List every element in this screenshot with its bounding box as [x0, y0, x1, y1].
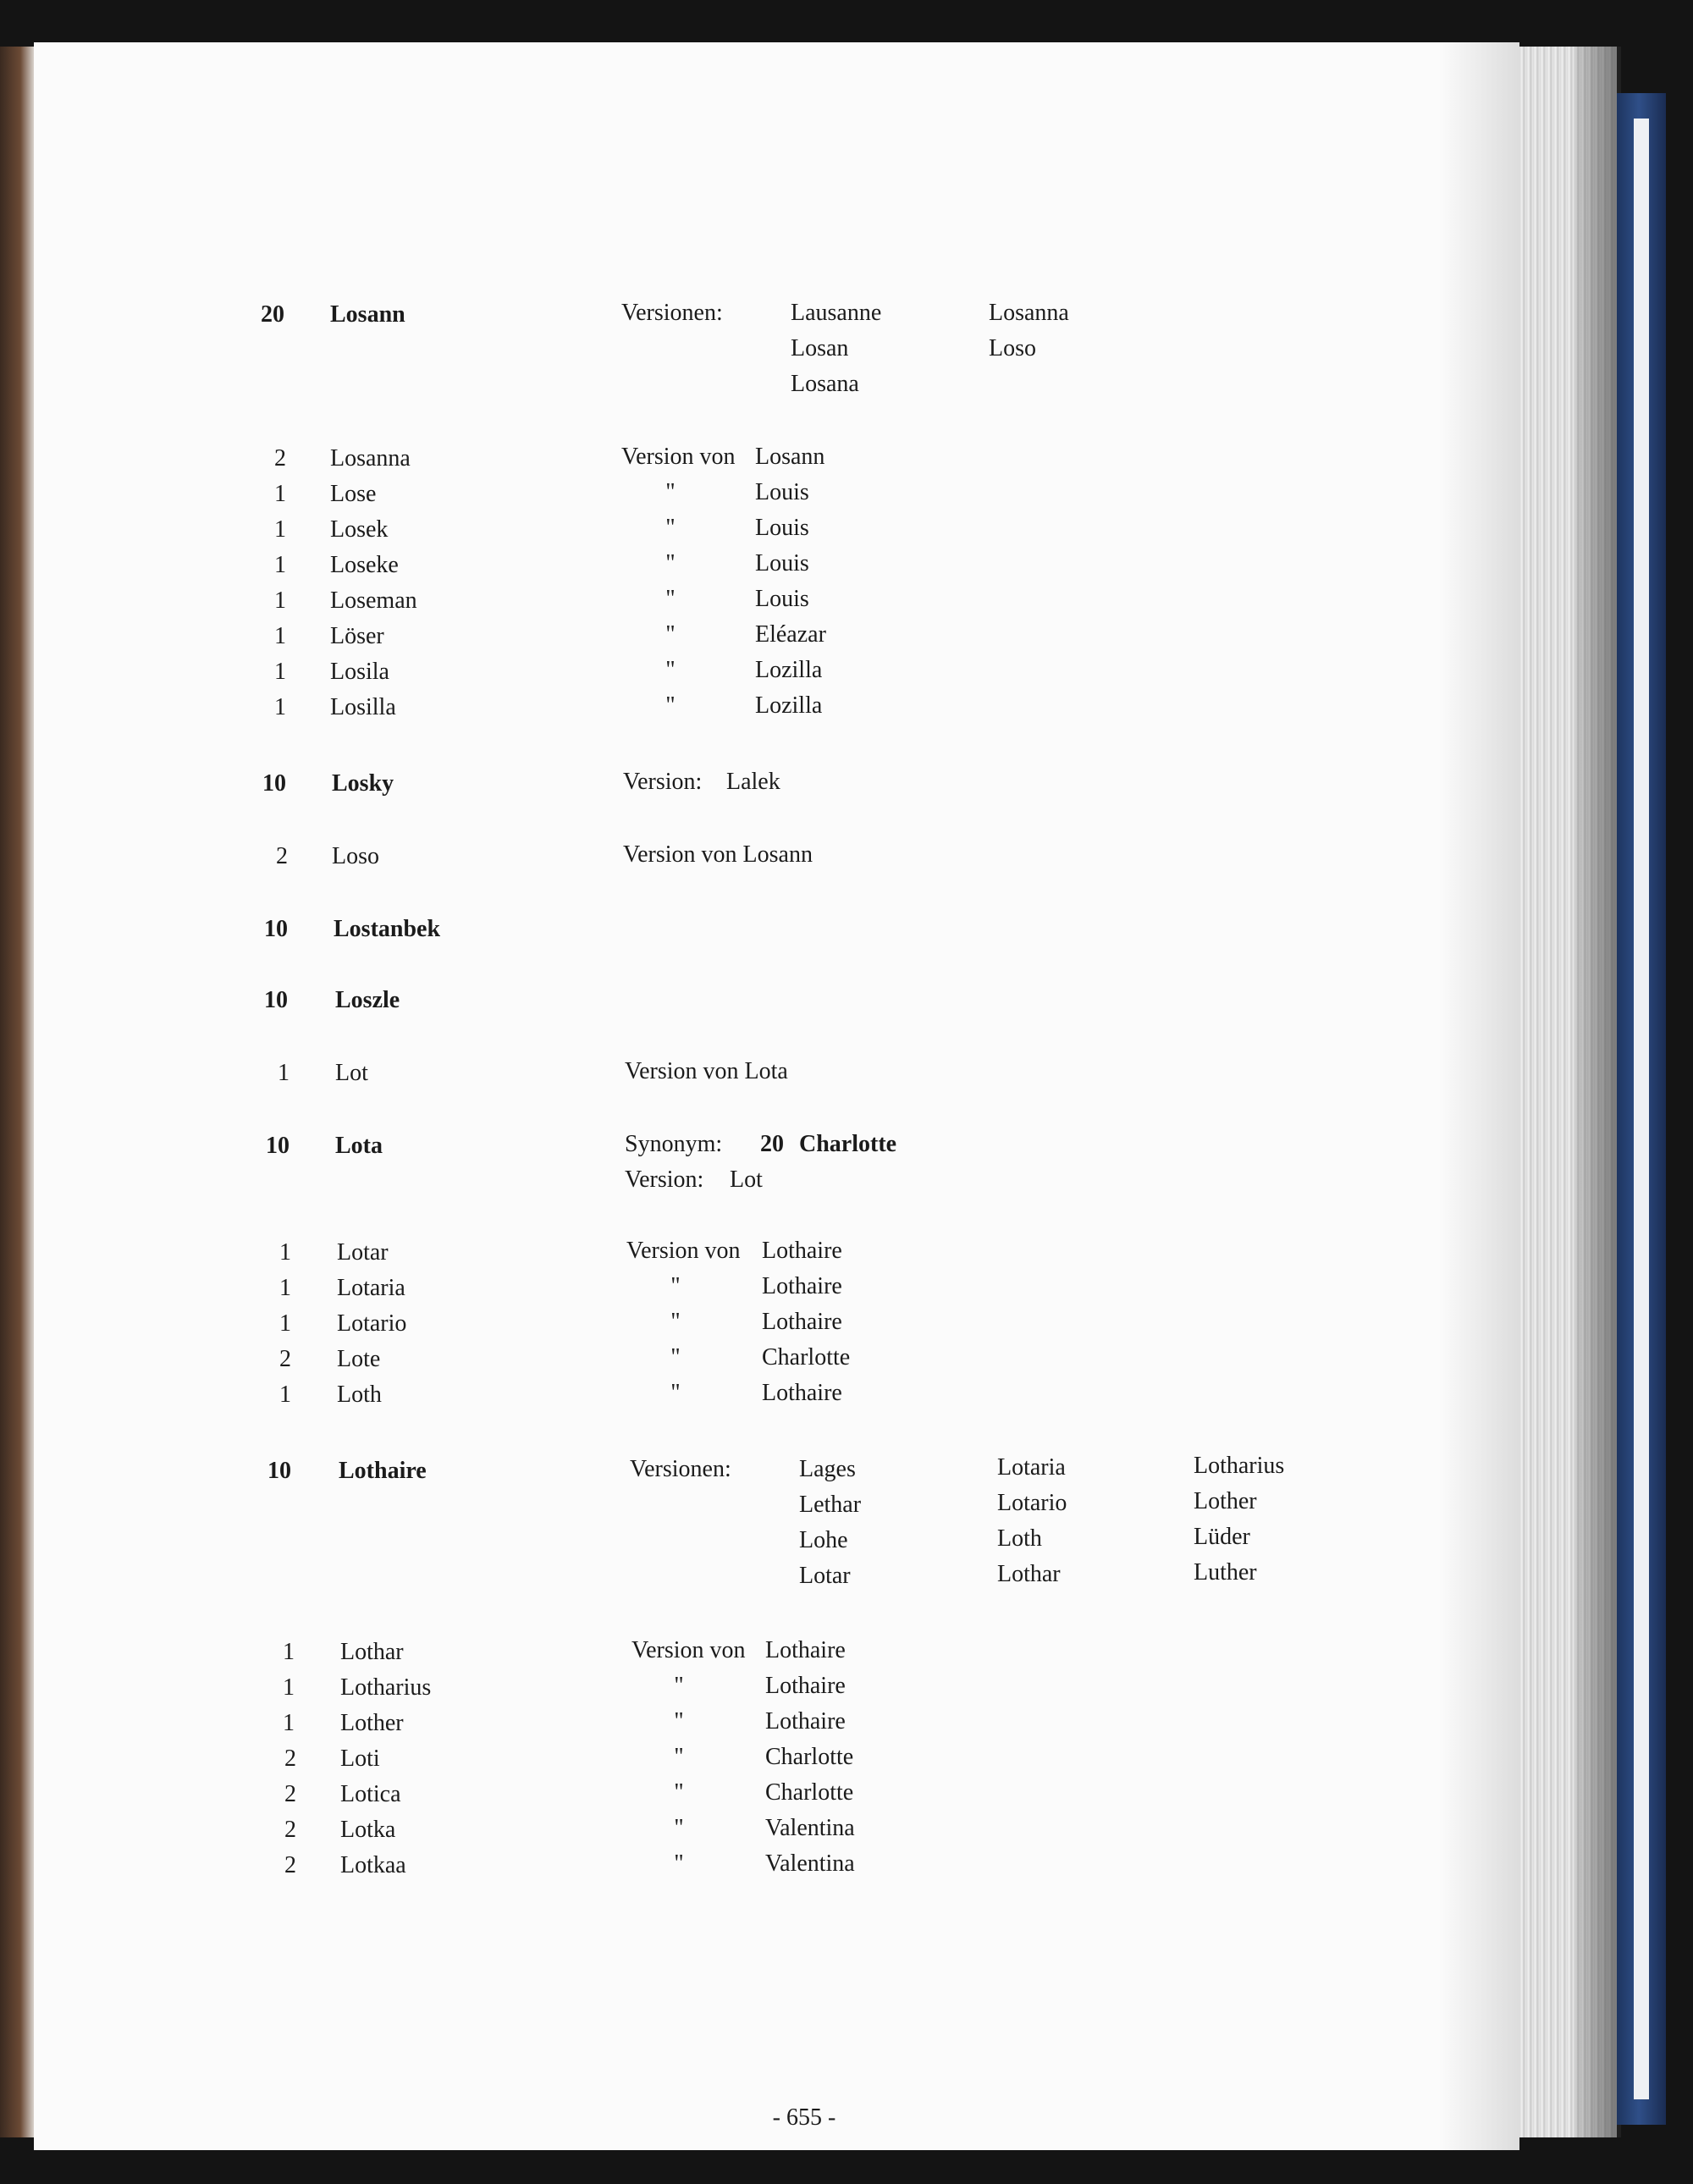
version-item: Lother [1194, 1488, 1257, 1514]
version-item: Lotario [997, 1490, 1067, 1516]
synonym-name: Charlotte [799, 1131, 897, 1157]
version-target: Lothaire [765, 1708, 846, 1735]
entry-number: 10 [264, 916, 288, 942]
version-item: Lotaria [997, 1454, 1066, 1481]
entry-name: Losanna [330, 445, 411, 472]
version-item: Loso [989, 335, 1036, 361]
version-target: Lozilla [755, 657, 823, 683]
entry-number: 2 [284, 1746, 296, 1772]
ditto-mark: " [665, 586, 676, 612]
entry-name: Lotica [340, 1781, 401, 1807]
version-item: Losana [791, 371, 859, 397]
synonym-label: Synonym: [625, 1131, 723, 1157]
version-item: Lohe [799, 1527, 848, 1553]
ditto-mark: " [670, 1273, 681, 1299]
version-text: Version von Losann [623, 841, 813, 868]
entry-number: 1 [279, 1239, 291, 1266]
entry-number: 2 [279, 1346, 291, 1372]
page-stack-shadow [1574, 47, 1621, 2137]
entry-name: Losek [330, 516, 389, 543]
entry-name: Lose [330, 481, 377, 507]
version-target: Eléazar [755, 621, 826, 648]
version-target: Lothaire [765, 1637, 846, 1663]
entry-number: 10 [262, 770, 286, 797]
entry-number: 1 [279, 1275, 291, 1301]
entry-name: Lota [335, 1133, 383, 1159]
version-item: Lotar [799, 1563, 851, 1589]
entry-number: 1 [274, 481, 286, 507]
ditto-mark: " [674, 1744, 684, 1770]
ditto-mark: " [674, 1708, 684, 1735]
version-target: Lalek [726, 769, 780, 795]
version-target: Lothaire [762, 1380, 842, 1406]
entry-number: 1 [279, 1382, 291, 1408]
entry-name: Loso [332, 843, 379, 869]
ditto-mark: " [665, 479, 676, 505]
ditto-mark: " [670, 1380, 681, 1406]
version-target: Charlotte [765, 1779, 854, 1806]
entry-name: Lotaria [337, 1275, 405, 1301]
version-item: Luther [1194, 1559, 1257, 1586]
ditto-mark: " [665, 515, 676, 541]
entry-number: 1 [274, 694, 286, 720]
version-target: Lothaire [762, 1309, 842, 1335]
ditto-mark: " [665, 692, 676, 719]
entry-name: Lot [335, 1060, 368, 1086]
version-target: Lothaire [765, 1673, 846, 1699]
entry-number: 2 [284, 1852, 296, 1878]
versions-label: Versionen: [621, 300, 723, 326]
entry-number: 1 [274, 552, 286, 578]
version-item: Losan [791, 335, 849, 361]
version-label: Version: [625, 1166, 704, 1193]
entry-name: Lostanbek [334, 916, 441, 942]
entry-number: 10 [267, 1458, 291, 1484]
entry-number: 1 [278, 1060, 290, 1086]
version-prefix: Version von [621, 444, 736, 470]
entry-name: Lotar [337, 1239, 389, 1266]
version-target: Louis [755, 550, 809, 576]
entry-name: Losky [332, 770, 394, 797]
entry-number: 2 [274, 445, 286, 472]
version-item: Lethar [799, 1492, 862, 1518]
entry-number: 2 [284, 1817, 296, 1843]
entry-number: 1 [283, 1674, 295, 1701]
version-target: Louis [755, 586, 809, 612]
entry-name: Lotka [340, 1817, 396, 1843]
version-target: Charlotte [765, 1744, 854, 1770]
entry-name: Losilla [330, 694, 396, 720]
entry-number: 1 [283, 1639, 295, 1665]
version-text: Version von Lota [625, 1058, 788, 1084]
entry-name: Losann [330, 301, 405, 328]
version-item: Lüder [1194, 1524, 1250, 1550]
version-target: Charlotte [762, 1344, 851, 1371]
entry-name: Loseke [330, 552, 399, 578]
entry-number: 20 [261, 301, 284, 328]
entry-number: 2 [284, 1781, 296, 1807]
version-item: Lages [799, 1456, 856, 1482]
entry-name: Loti [340, 1746, 380, 1772]
entry-name: Lote [337, 1346, 381, 1372]
entry-number: 1 [274, 623, 286, 649]
entry-number: 1 [283, 1710, 295, 1736]
version-item: Lotharius [1194, 1453, 1285, 1479]
version-target: Lothaire [762, 1238, 842, 1264]
page-number: - 655 - [772, 2104, 836, 2131]
ditto-mark: " [670, 1309, 681, 1335]
entry-number: 1 [274, 587, 286, 614]
ditto-mark: " [674, 1850, 684, 1877]
version-item: Lausanne [791, 300, 882, 326]
entry-name: Lother [340, 1710, 404, 1736]
version-target: Lot [730, 1166, 763, 1193]
entry-name: Losila [330, 659, 389, 685]
version-prefix: Version von [626, 1238, 741, 1264]
versions-label: Versionen: [630, 1456, 731, 1482]
synonym-number: 20 [760, 1131, 784, 1157]
version-target: Lozilla [755, 692, 823, 719]
entry-number: 1 [274, 516, 286, 543]
ditto-mark: " [665, 550, 676, 576]
page-gutter-shadow [1439, 42, 1519, 2150]
entry-name: Lothaire [339, 1458, 427, 1484]
entry-number: 2 [276, 843, 288, 869]
version-target: Valentina [765, 1850, 855, 1877]
entry-number: 1 [274, 659, 286, 685]
cover-inner-strip [1634, 119, 1649, 2099]
entry-number: 10 [264, 987, 288, 1013]
entry-name: Löser [330, 623, 384, 649]
version-prefix: Version von [631, 1637, 746, 1663]
entry-name: Lotario [337, 1310, 407, 1337]
entry-name: Loth [337, 1382, 382, 1408]
version-label: Version: [623, 769, 703, 795]
entry-name: Lothar [340, 1639, 404, 1665]
entry-number: 10 [266, 1133, 290, 1159]
ditto-mark: " [674, 1815, 684, 1841]
entry-number: 1 [279, 1310, 291, 1337]
ditto-mark: " [674, 1673, 684, 1699]
ditto-mark: " [665, 621, 676, 648]
entry-name: Loszle [335, 987, 400, 1013]
ditto-mark: " [670, 1344, 681, 1371]
entry-name: Loseman [330, 587, 417, 614]
entry-name: Lotharius [340, 1674, 432, 1701]
left-page-edge [0, 47, 34, 2137]
version-target: Valentina [765, 1815, 855, 1841]
version-target: Louis [755, 479, 809, 505]
version-target: Lothaire [762, 1273, 842, 1299]
version-target: Louis [755, 515, 809, 541]
version-target: Losann [755, 444, 825, 470]
entry-name: Lotkaa [340, 1852, 406, 1878]
ditto-mark: " [665, 657, 676, 683]
version-item: Losanna [989, 300, 1069, 326]
version-item: Loth [997, 1525, 1042, 1552]
ditto-mark: " [674, 1779, 684, 1806]
version-item: Lothar [997, 1561, 1061, 1587]
